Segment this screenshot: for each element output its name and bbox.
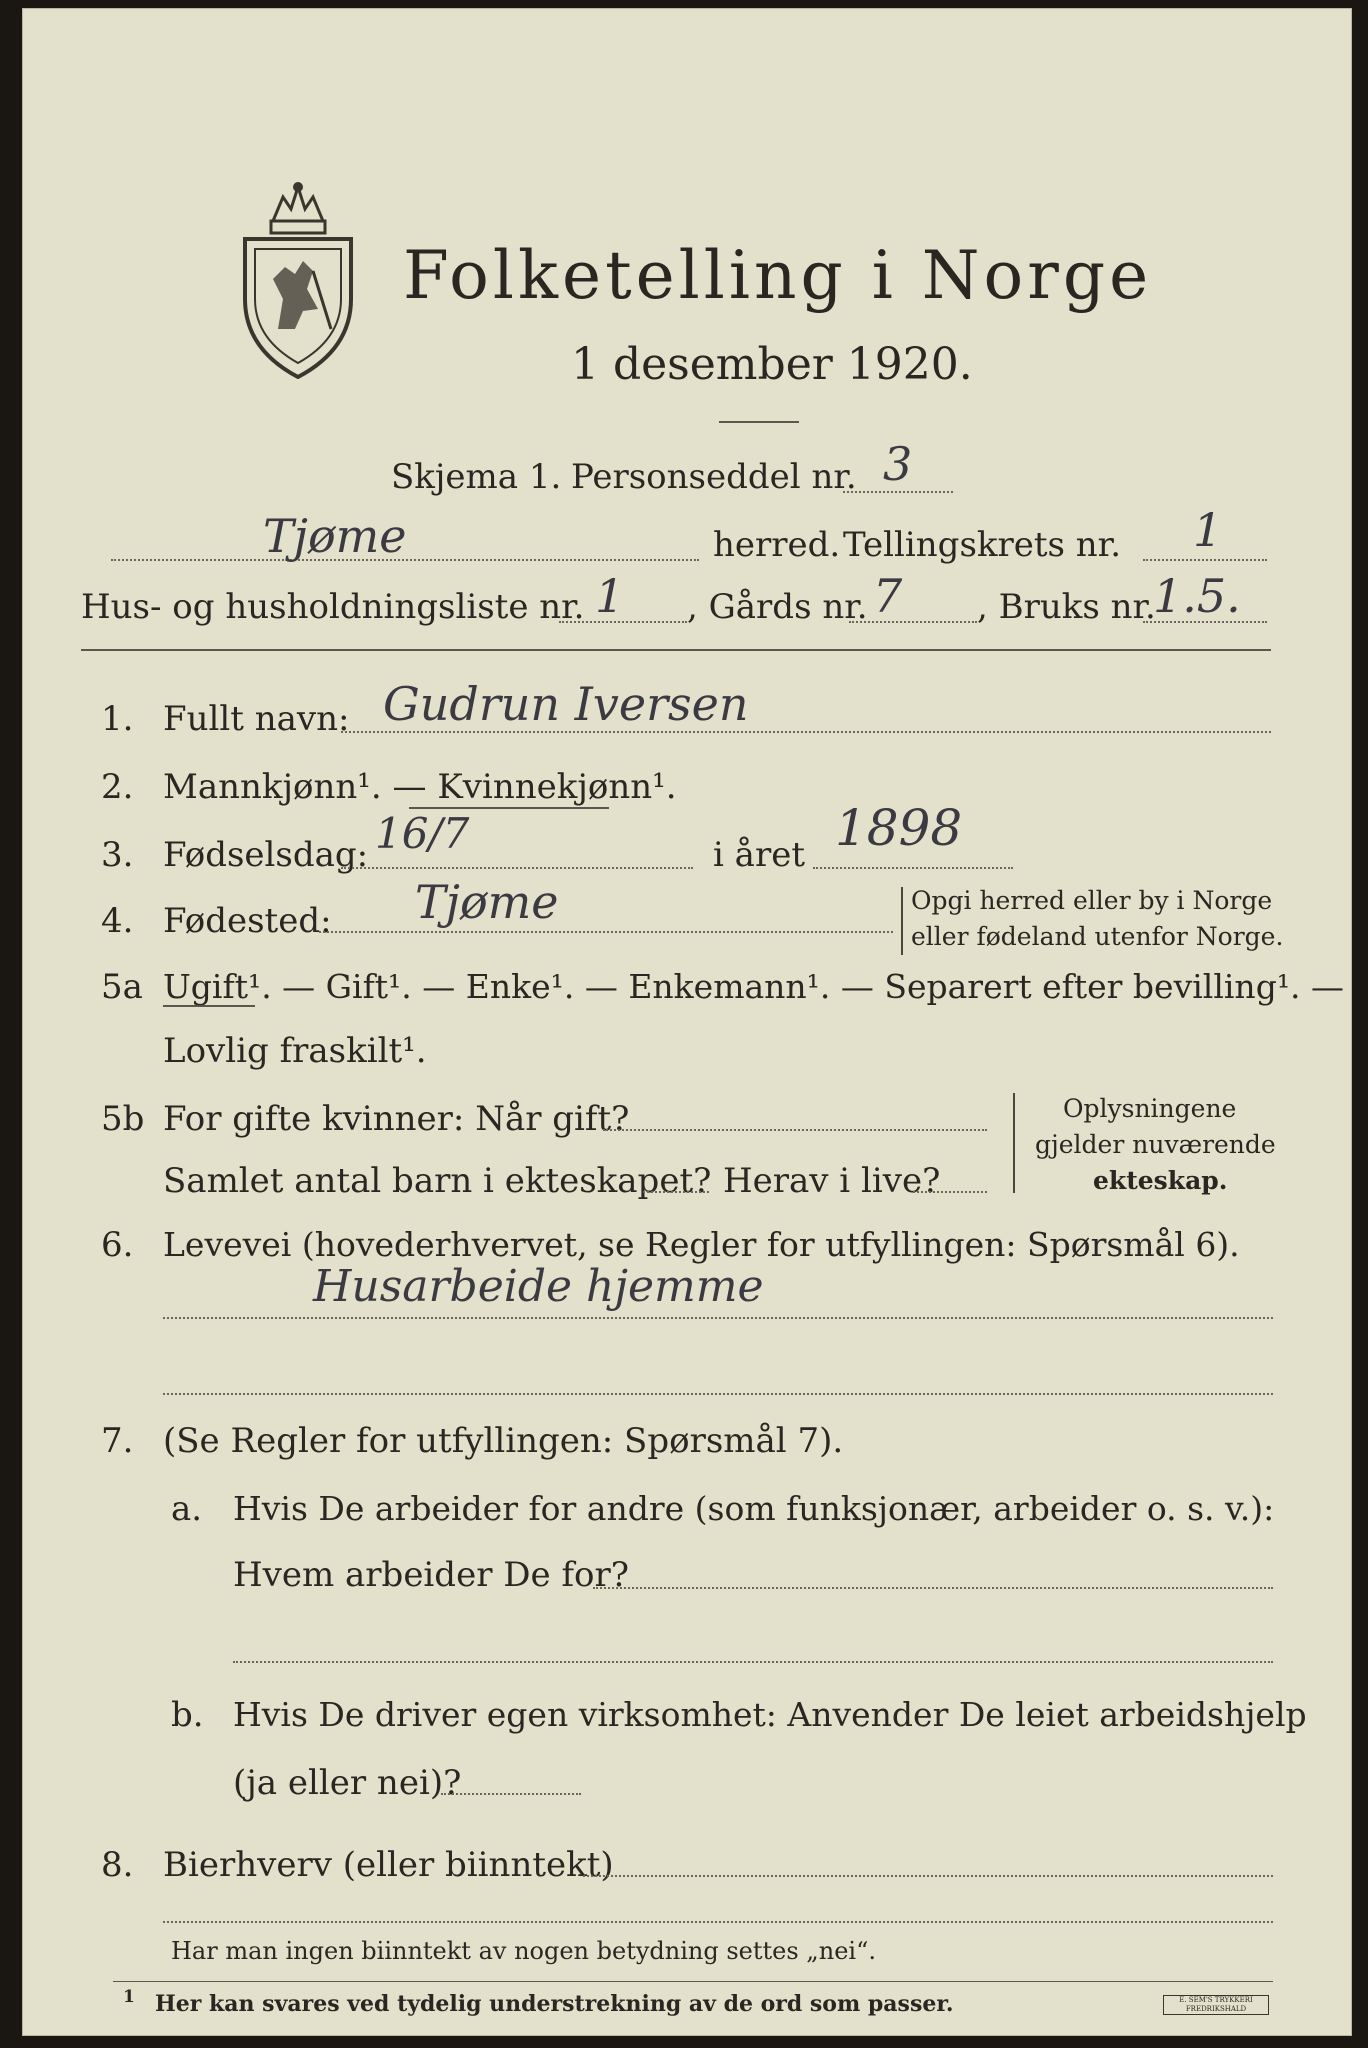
gards-label: , Gårds nr. (687, 587, 868, 627)
q1-label: Fullt navn: (163, 699, 350, 739)
form-title: Folketelling i Norge (403, 237, 1153, 314)
birthplace-field[interactable] (319, 931, 893, 933)
gards-value: 7 (873, 569, 903, 623)
gards-field[interactable] (849, 621, 977, 623)
footnote-mark: 1 (123, 1987, 135, 2007)
bruks-label: , Bruks nr. (977, 587, 1156, 627)
title-divider (719, 421, 799, 423)
married-when-label: For gifte kvinner: Når gift? (163, 1099, 630, 1139)
q7a-letter: a. (171, 1489, 203, 1529)
year-label: i året (713, 835, 805, 875)
schema-label: Skjema 1. (391, 457, 562, 497)
personseddel-value: 3 (883, 437, 913, 491)
employer-field-extra[interactable] (233, 1661, 1273, 1663)
personseddel-field[interactable] (843, 491, 953, 493)
marriage-note-line3: ekteskap. (1093, 1166, 1228, 1195)
ugift-underline (163, 1005, 255, 1007)
q6-number: 6. (101, 1225, 134, 1265)
full-name-field[interactable] (341, 731, 1271, 733)
herred-label: herred. (713, 525, 841, 565)
children-count-label: Samlet antal barn i ekteskapet? (163, 1161, 712, 1201)
birth-year-value: 1898 (835, 799, 963, 857)
marriage-note-line2: gjelder nuværende (1035, 1130, 1276, 1159)
census-form-sheet (22, 8, 1352, 2036)
printer-stamp: E. SEM'S TRYKKERI FREDRIKSHALD (1163, 1995, 1269, 2015)
norwegian-coat-of-arms-icon (233, 179, 363, 379)
sex-options[interactable]: Mannkjønn¹. — Kvinnekjønn¹. (163, 767, 677, 807)
marriage-note-line1: Oplysningene (1063, 1094, 1237, 1123)
personseddel-label: Personseddel nr. (571, 457, 857, 497)
q4-label: Fødested: (163, 901, 332, 941)
tellingskrets-value: 1 (1193, 503, 1223, 557)
form-date: 1 desember 1920. (571, 339, 973, 390)
hired-help-field[interactable] (441, 1793, 581, 1795)
tellingskrets-field[interactable] (1143, 559, 1267, 561)
hus-label: Hus- og husholdningsliste nr. (81, 587, 585, 627)
q5a-number: 5a (101, 967, 143, 1007)
children-alive-label: Herav i live? (723, 1161, 941, 1201)
married-when-field[interactable] (603, 1129, 987, 1131)
hus-value: 1 (595, 569, 625, 623)
marriage-note-brace (1013, 1093, 1015, 1193)
q7-label: (Se Regler for utfyllingen: Spørsmål 7). (163, 1421, 844, 1461)
q7a-line2: Hvem arbeider De for? (233, 1555, 629, 1595)
children-count-field[interactable] (643, 1191, 709, 1193)
birthday-value: 16/7 (375, 809, 470, 858)
q6-label: Levevei (hovederhvervet, se Regler for utfyllingen: Spørsmål 6). (163, 1225, 1240, 1264)
marital-status-line2[interactable]: Lovlig fraskilt¹. (163, 1031, 427, 1071)
q7b-line1: Hvis De driver egen virksomhet: Anvender De leiet arbeidshjelp (233, 1695, 1307, 1734)
birthplace-note-brace (901, 887, 903, 955)
q7b-letter: b. (171, 1695, 204, 1735)
q2-number: 2. (101, 767, 134, 807)
occupation-field-extra[interactable] (163, 1393, 1273, 1395)
q7b-line2: (ja eller nei)? (233, 1763, 462, 1803)
q3-number: 3. (101, 835, 134, 875)
birthplace-value: Tjøme (415, 875, 559, 929)
q5b-number: 5b (101, 1099, 145, 1139)
footer-divider (113, 1981, 1273, 1982)
birth-year-field[interactable] (813, 867, 1013, 869)
birthplace-note-line2: eller fødeland utenfor Norge. (911, 922, 1284, 951)
full-name-value: Gudrun Iversen (383, 677, 749, 731)
q8-label: Bierhverv (eller biinntekt) (163, 1845, 614, 1885)
employer-field[interactable] (593, 1587, 1273, 1589)
q7a-line1: Hvis De arbeider for andre (som funksjonær, arbeider o. s. v.): (233, 1489, 1275, 1528)
marital-status-options[interactable]: Ugift¹. — Gift¹. — Enke¹. — Enkemann¹. — Separert efter bevilling¹. — (163, 967, 1345, 1006)
side-income-field[interactable] (583, 1875, 1273, 1877)
tellingskrets-label: Tellingskrets nr. (843, 525, 1122, 565)
q4-number: 4. (101, 901, 134, 941)
header-divider (81, 649, 1271, 651)
birthplace-note-line1: Opgi herred eller by i Norge (911, 886, 1273, 915)
side-income-field-extra[interactable] (163, 1921, 1273, 1923)
occupation-value: Husarbeide hjemme (313, 1261, 764, 1312)
herred-value: Tjøme (263, 509, 407, 563)
children-alive-field[interactable] (913, 1191, 987, 1193)
occupation-field[interactable] (163, 1317, 1273, 1319)
q8-number: 8. (101, 1845, 134, 1885)
q7-number: 7. (101, 1421, 134, 1461)
q1-number: 1. (101, 699, 134, 739)
side-income-note: Har man ingen biinntekt av nogen betydning settes „nei“. (171, 1937, 876, 1965)
birthday-field[interactable] (341, 867, 693, 869)
footnote-text: Her kan svares ved tydelig understrekning av de ord som passer. (155, 1991, 954, 2017)
q3-label: Fødselsdag: (163, 835, 369, 875)
bruks-value: 1.5. (1153, 569, 1241, 623)
